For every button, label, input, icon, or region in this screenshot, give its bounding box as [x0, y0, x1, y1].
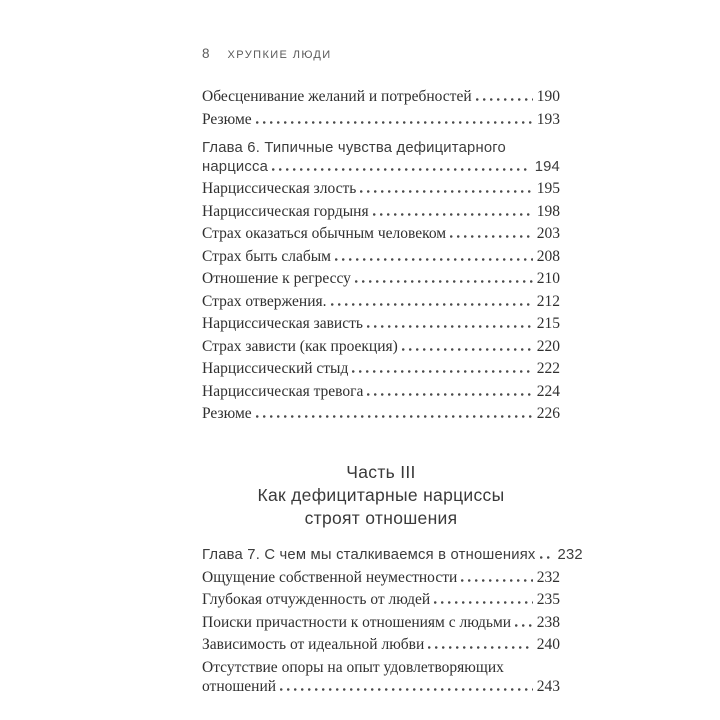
toc-entry-line1 — [202, 659, 560, 677]
toc-entry-label: Глубокая отчужденность от людей — [202, 591, 431, 608]
toc-entry-page: 224 — [536, 382, 560, 400]
toc-entry-page: 222 — [536, 360, 560, 377]
toc-section-bottom — [202, 546, 583, 696]
toc-entry-label: Зависимость от идеальной любви — [202, 636, 425, 653]
toc-entry — [202, 225, 560, 243]
dot-leader — [352, 370, 532, 373]
dot-leader — [360, 190, 532, 193]
toc-entry-page: 190 — [536, 88, 560, 105]
toc-entry — [202, 405, 560, 423]
toc-entry-label: отношений — [202, 677, 277, 695]
toc-entry-label: Резюме — [202, 110, 252, 128]
toc-entry — [202, 569, 560, 587]
toc-entry-label: Страх зависти (как проекция) — [202, 337, 398, 355]
toc-entry-label: Страх отвержения. — [202, 292, 327, 310]
toc-entry-page: 195 — [536, 180, 560, 197]
toc-entry-label: Резюме — [202, 405, 252, 422]
toc-entry-page: 226 — [536, 405, 560, 422]
part-heading-line-3: строят отношения — [304, 508, 458, 528]
dot-leader — [335, 258, 533, 261]
toc-entry-line1 — [202, 139, 560, 157]
toc-entry-page: 220 — [536, 337, 560, 355]
toc-entry-page: 194 — [534, 158, 560, 175]
toc-entry — [202, 293, 560, 311]
toc-entry-page: 232 — [557, 547, 583, 563]
dot-leader — [428, 646, 532, 649]
toc-entry-label: Отсутствие опоры на опыт удовлетворяющих — [202, 658, 504, 676]
toc-entry-line2 — [202, 158, 560, 176]
part-heading-line-1: Часть III — [346, 462, 416, 482]
toc-entry-label: Страх оказаться обычным человеком — [202, 225, 447, 242]
dot-leader — [256, 121, 533, 124]
dot-leader — [540, 556, 554, 559]
dot-leader — [461, 579, 532, 582]
toc-entry-page: 208 — [536, 247, 560, 265]
toc-entry-label: Нарциссическая зависть — [202, 315, 363, 332]
page-number: 8 — [202, 46, 210, 61]
part-heading-line-2: Как дефицитарные нарциссы — [257, 485, 505, 505]
toc-entry-page: 243 — [536, 677, 560, 695]
toc-entry-page: 235 — [536, 591, 560, 608]
toc-entry — [202, 546, 583, 564]
dot-leader — [402, 348, 533, 351]
dot-leader — [367, 393, 532, 396]
dot-leader — [280, 688, 533, 691]
toc-entry-page: 215 — [536, 315, 560, 332]
page-header — [202, 46, 560, 61]
toc-entry — [202, 270, 560, 288]
toc-entry-label: Страх быть слабым — [202, 247, 331, 265]
toc-entry-label: Нарциссический стыд — [202, 360, 349, 377]
toc-entry — [202, 88, 560, 106]
toc-section-top — [202, 88, 560, 423]
toc-entry — [202, 636, 560, 654]
dot-leader — [331, 303, 533, 306]
toc-entry-label: Обесценивание желаний и потребностей — [202, 88, 472, 105]
toc-entry-label: Поиски причастности к отношениям с людьми — [202, 613, 512, 631]
toc-entry — [202, 203, 560, 221]
toc-entry-label: Глава 6. Типичные чувства дефицитарного — [202, 139, 506, 156]
dot-leader — [373, 213, 533, 216]
part-heading — [202, 461, 560, 530]
dot-leader — [256, 415, 533, 418]
toc-entry — [202, 591, 560, 609]
running-title: ХРУПКИЕ ЛЮДИ — [227, 49, 332, 61]
dot-leader — [515, 624, 533, 627]
toc-entry-page: 210 — [536, 270, 560, 287]
toc-entry-page: 193 — [536, 110, 560, 128]
dot-leader — [272, 168, 531, 171]
toc-entry-page: 232 — [536, 568, 560, 586]
dot-leader — [367, 325, 533, 328]
toc-entry — [202, 360, 560, 378]
toc-entry — [202, 111, 560, 129]
dot-leader — [355, 280, 533, 283]
page-content — [202, 46, 583, 700]
toc-entry-page: 238 — [536, 613, 560, 631]
toc-entry — [202, 315, 560, 333]
dot-leader — [450, 235, 533, 238]
dot-leader — [434, 601, 533, 604]
toc-entry-page: 203 — [536, 225, 560, 242]
toc-entry-line2 — [202, 678, 560, 696]
dot-leader — [476, 98, 533, 101]
toc-entry-page: 198 — [536, 202, 560, 220]
toc-entry-label: Нарциссическая злость — [202, 180, 357, 197]
toc-entry-label: Глава 7. С чем мы сталкиваемся в отношениях — [202, 547, 536, 563]
toc-entry-label: Нарциссическая гордыня — [202, 202, 369, 220]
toc-entry-label: Нарциссическая тревога — [202, 382, 364, 400]
toc-entry — [202, 248, 560, 266]
toc-entry — [202, 338, 560, 356]
toc-entry-label: Ощущение собственной неуместности — [202, 568, 458, 586]
toc-entry-page: 240 — [536, 636, 560, 653]
toc-entry — [202, 383, 560, 401]
toc-entry-page: 212 — [536, 292, 560, 310]
toc-entry-label: нарцисса — [202, 158, 268, 175]
toc-entry — [202, 614, 560, 632]
toc-entry-label: Отношение к регрессу — [202, 270, 351, 287]
toc-entry — [202, 180, 560, 198]
